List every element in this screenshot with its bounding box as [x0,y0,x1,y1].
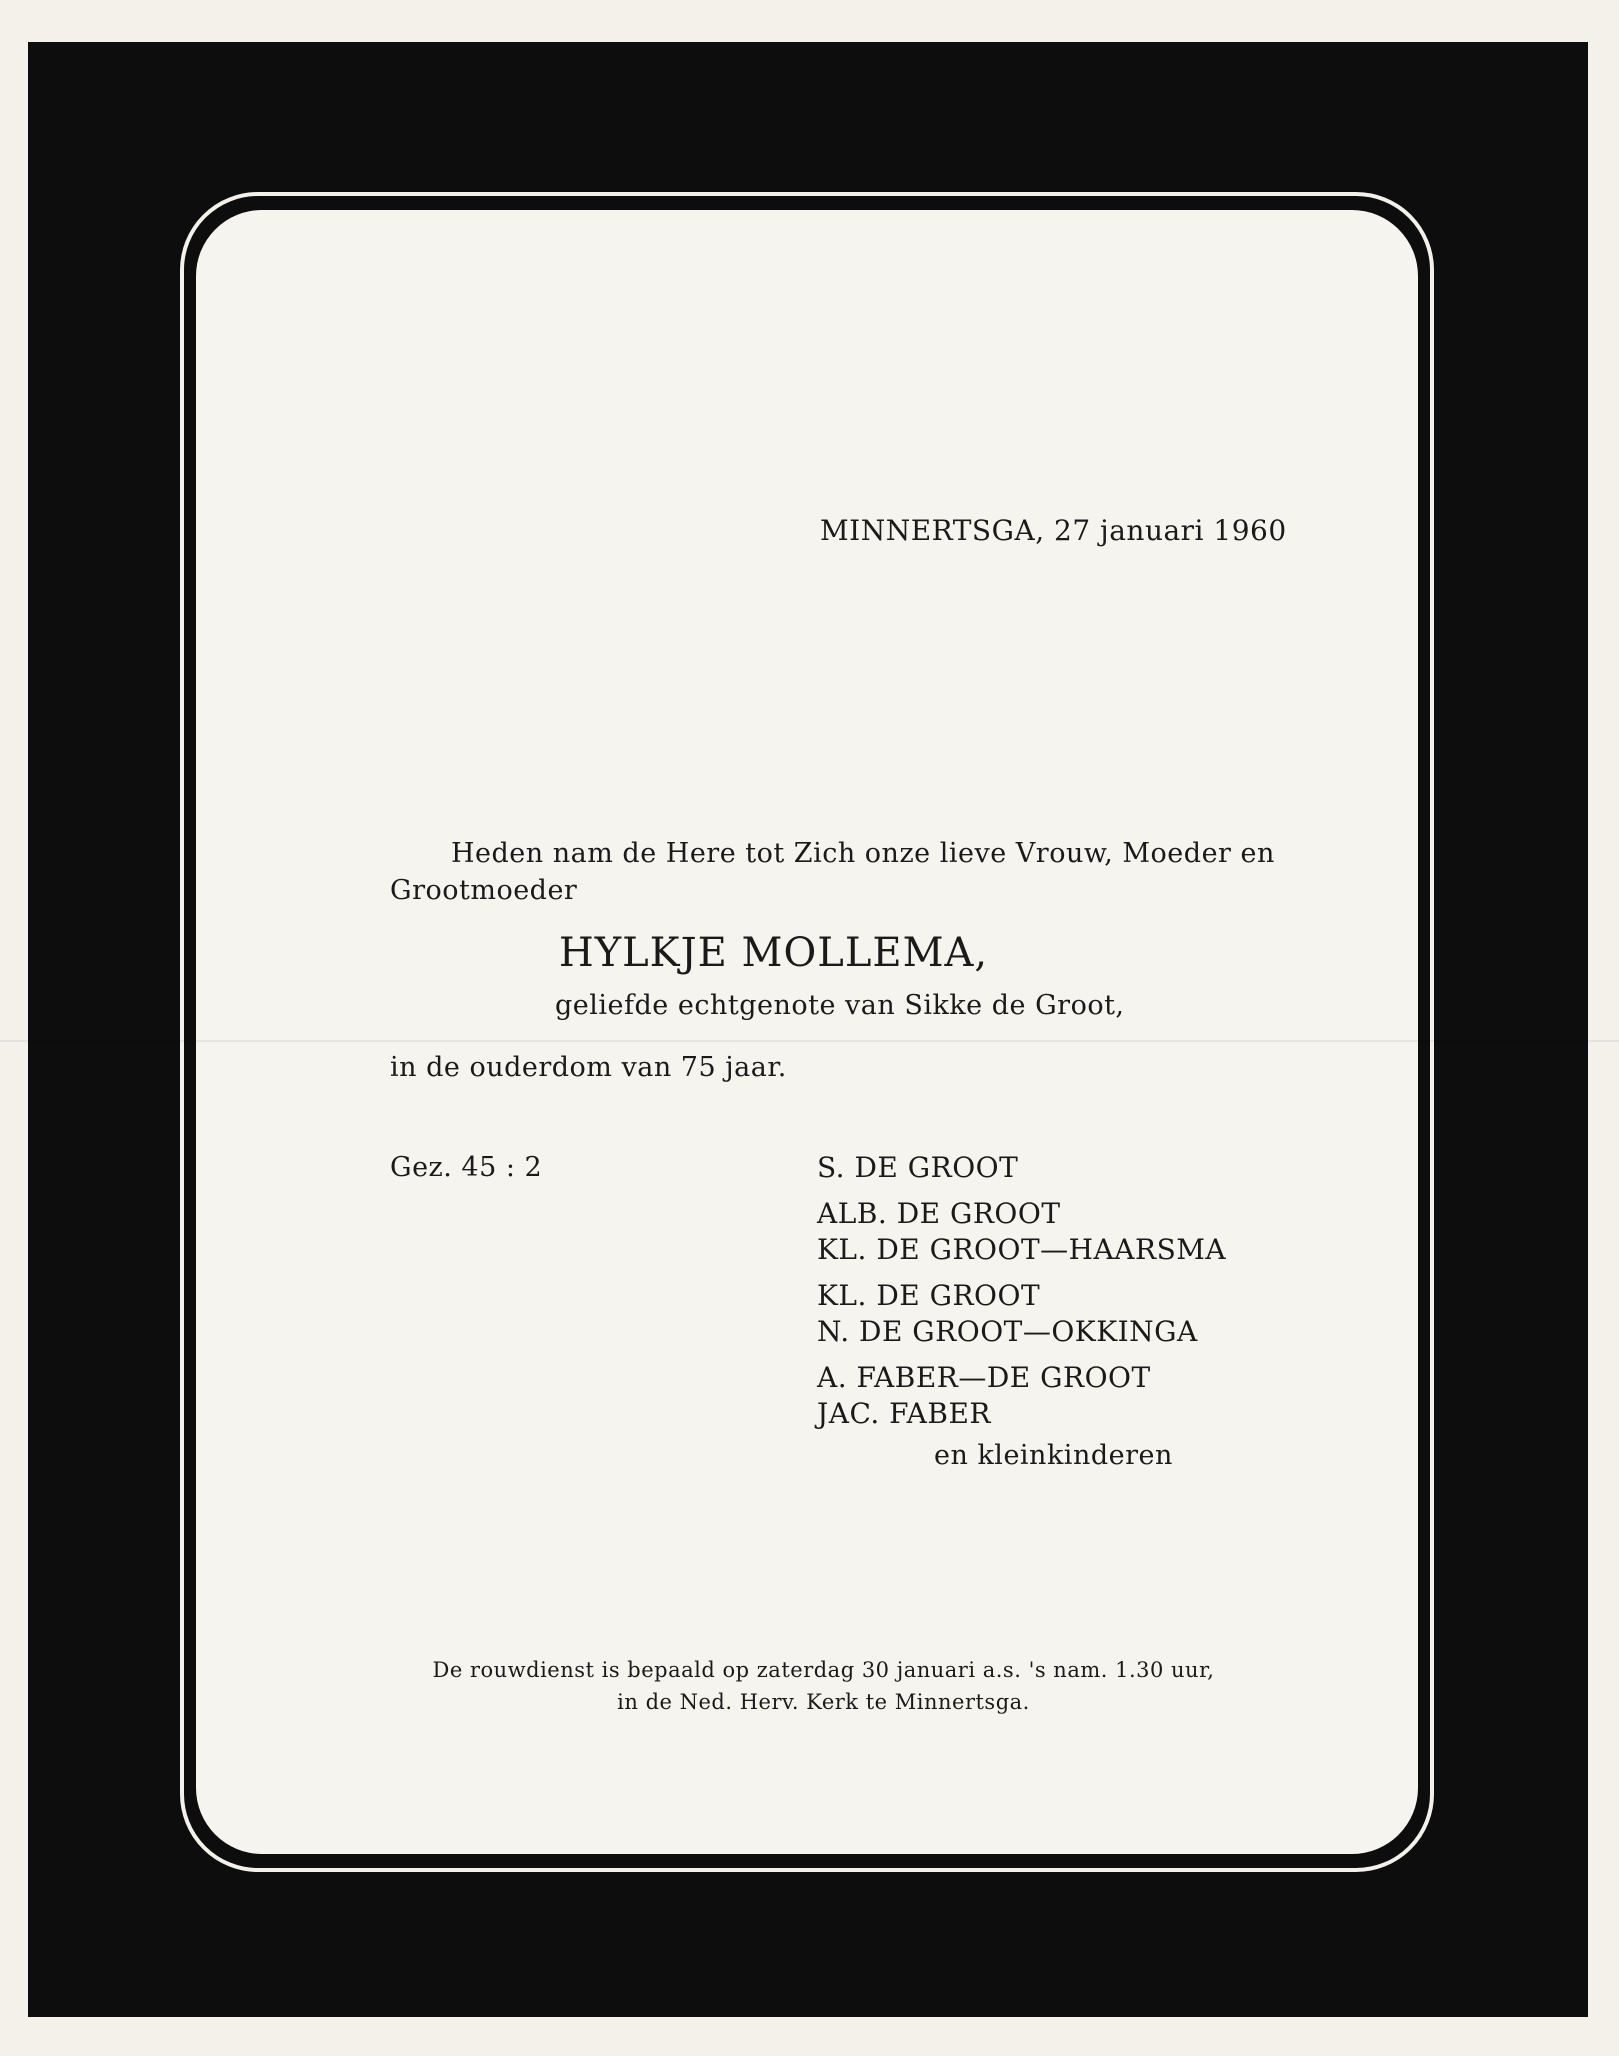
family-member: KL. DE GROOT [817,1279,1041,1312]
family-member: S. DE GROOT [817,1151,1019,1184]
place-and-date: MINNERTSGA, 27 januari 1960 [820,514,1287,547]
service-line-1 [0,1658,1619,1682]
paper-fold-line [0,1040,1619,1042]
family-member: N. DE GROOT—OKKINGA [817,1315,1198,1348]
grandchildren-line: en kleinkinderen [934,1440,1173,1471]
deceased-name-text: HYLKJE MOLLEMA, [558,930,989,976]
family-member: JAC. FABER [817,1397,991,1430]
announcement-line-2: Grootmoeder [390,875,578,906]
hymn-reference: Gez. 45 : 2 [390,1152,543,1183]
spouse-line: geliefde echtgenote van Sikke de Groot, [555,990,1125,1021]
family-member: ALB. DE GROOT [817,1197,1061,1230]
family-member: KL. DE GROOT—HAARSMA [817,1233,1227,1266]
age-line: in de ouderdom van 75 jaar. [390,1052,787,1083]
service-line-1-text: De rouwdienst is bepaald op zaterdag 30 januari a.s. 's nam. 1.30 uur, [432,1658,1215,1682]
service-line-2 [0,1690,1619,1714]
family-list [817,1150,1226,1432]
card-text-panel [196,210,1418,1854]
deceased-name [0,930,1619,976]
family-member: A. FABER—DE GROOT [817,1361,1151,1394]
service-line-2-text: in de Ned. Herv. Kerk te Minnertsga. [617,1690,1030,1714]
announcement-line-1: Heden nam de Here tot Zich onze lieve Vrouw, Moeder en [451,838,1275,869]
